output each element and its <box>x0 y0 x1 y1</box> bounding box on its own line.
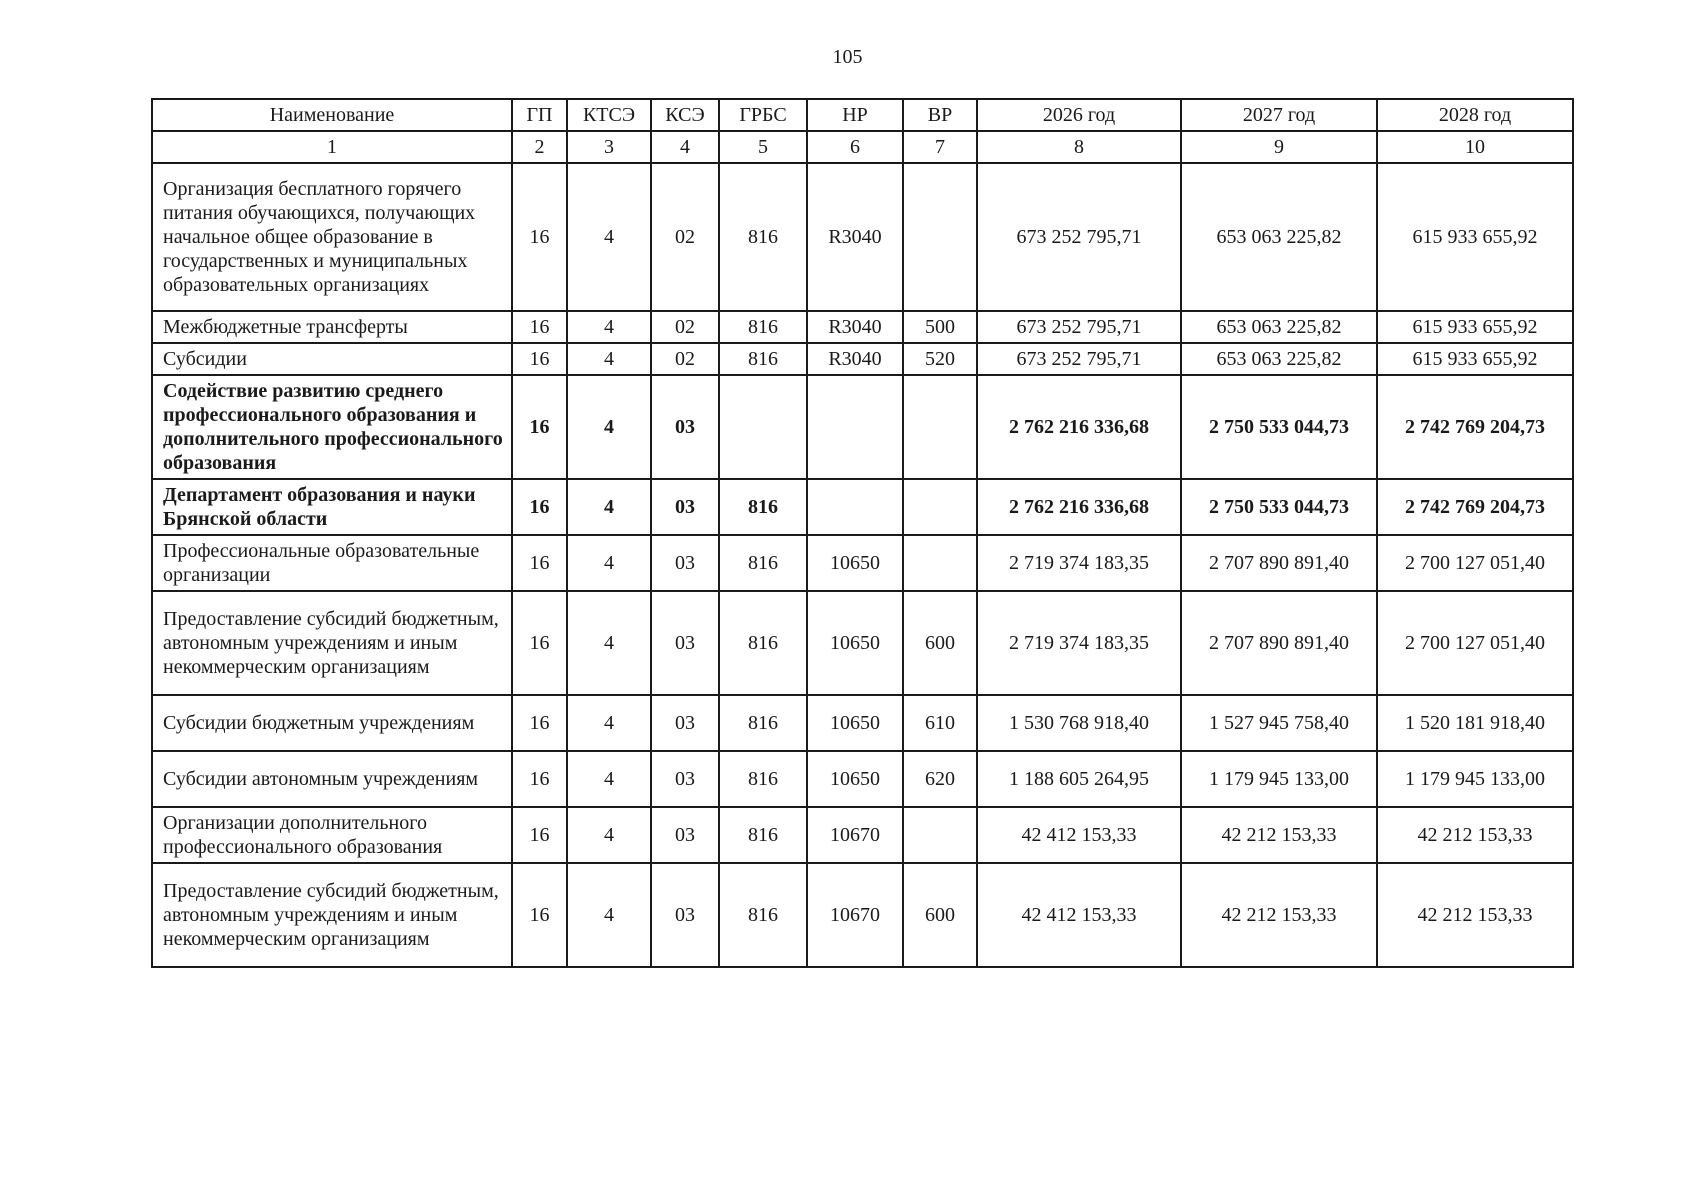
cell-2028: 615 933 655,92 <box>1377 163 1573 311</box>
cell-2027: 653 063 225,82 <box>1181 311 1377 343</box>
cell-2028: 2 742 769 204,73 <box>1377 479 1573 535</box>
cell-grbs: 816 <box>719 535 807 591</box>
cell-gp: 16 <box>512 311 567 343</box>
cell-kse: 03 <box>651 807 719 863</box>
cell-nr <box>807 479 903 535</box>
cell-gp: 16 <box>512 695 567 751</box>
column-header: НР <box>807 99 903 131</box>
cell-ktse: 4 <box>567 807 651 863</box>
cell-vr <box>903 807 977 863</box>
column-header: 2026 год <box>977 99 1181 131</box>
cell-nr: 10650 <box>807 591 903 695</box>
column-header: 2027 год <box>1181 99 1377 131</box>
cell-vr <box>903 535 977 591</box>
cell-kse: 03 <box>651 479 719 535</box>
cell-kse: 02 <box>651 343 719 375</box>
cell-vr <box>903 375 977 479</box>
column-number: 1 <box>152 131 512 163</box>
table-row <box>152 695 1573 751</box>
cell-2027: 42 212 153,33 <box>1181 863 1377 967</box>
cell-2028: 2 700 127 051,40 <box>1377 535 1573 591</box>
cell-2028: 42 212 153,33 <box>1377 807 1573 863</box>
cell-2026: 2 719 374 183,35 <box>977 591 1181 695</box>
cell-grbs: 816 <box>719 591 807 695</box>
column-number-row <box>152 131 1573 163</box>
cell-2028: 1 179 945 133,00 <box>1377 751 1573 807</box>
cell-nr: 10650 <box>807 695 903 751</box>
row-name: Межбюджетные трансферты <box>152 311 512 343</box>
cell-nr: 10670 <box>807 807 903 863</box>
table-row <box>152 343 1573 375</box>
cell-grbs <box>719 375 807 479</box>
cell-vr: 620 <box>903 751 977 807</box>
cell-ktse: 4 <box>567 479 651 535</box>
cell-2026: 2 762 216 336,68 <box>977 479 1181 535</box>
cell-ktse: 4 <box>567 591 651 695</box>
cell-ktse: 4 <box>567 751 651 807</box>
cell-2027: 653 063 225,82 <box>1181 343 1377 375</box>
cell-2028: 42 212 153,33 <box>1377 863 1573 967</box>
column-number: 7 <box>903 131 977 163</box>
cell-gp: 16 <box>512 375 567 479</box>
cell-grbs: 816 <box>719 807 807 863</box>
table-row <box>152 863 1573 967</box>
cell-gp: 16 <box>512 535 567 591</box>
cell-2028: 615 933 655,92 <box>1377 343 1573 375</box>
column-number: 5 <box>719 131 807 163</box>
column-number: 2 <box>512 131 567 163</box>
cell-2026: 2 762 216 336,68 <box>977 375 1181 479</box>
cell-2027: 42 212 153,33 <box>1181 807 1377 863</box>
cell-grbs: 816 <box>719 343 807 375</box>
row-name: Субсидии бюджетным учреждениям <box>152 695 512 751</box>
cell-vr <box>903 479 977 535</box>
cell-gp: 16 <box>512 163 567 311</box>
table-row <box>152 535 1573 591</box>
cell-kse: 02 <box>651 311 719 343</box>
cell-nr: 10650 <box>807 751 903 807</box>
cell-kse: 03 <box>651 863 719 967</box>
cell-kse: 03 <box>651 375 719 479</box>
column-number: 6 <box>807 131 903 163</box>
table-row <box>152 375 1573 479</box>
cell-2027: 2 750 533 044,73 <box>1181 479 1377 535</box>
cell-ktse: 4 <box>567 375 651 479</box>
cell-kse: 03 <box>651 695 719 751</box>
row-name: Департамент образования и науки Брянской области <box>152 479 512 535</box>
row-name: Профессиональные образовательные организации <box>152 535 512 591</box>
cell-grbs: 816 <box>719 311 807 343</box>
cell-vr: 500 <box>903 311 977 343</box>
cell-2026: 42 412 153,33 <box>977 863 1181 967</box>
row-name: Субсидии <box>152 343 512 375</box>
cell-vr: 600 <box>903 591 977 695</box>
column-header: 2028 год <box>1377 99 1573 131</box>
cell-gp: 16 <box>512 591 567 695</box>
column-number: 3 <box>567 131 651 163</box>
cell-vr: 600 <box>903 863 977 967</box>
cell-2027: 653 063 225,82 <box>1181 163 1377 311</box>
cell-gp: 16 <box>512 863 567 967</box>
cell-2026: 2 719 374 183,35 <box>977 535 1181 591</box>
cell-grbs: 816 <box>719 163 807 311</box>
cell-vr: 520 <box>903 343 977 375</box>
cell-2028: 2 700 127 051,40 <box>1377 591 1573 695</box>
table-row <box>152 311 1573 343</box>
column-number: 10 <box>1377 131 1573 163</box>
column-header: ГРБС <box>719 99 807 131</box>
row-name: Субсидии автономным учреждениям <box>152 751 512 807</box>
cell-gp: 16 <box>512 479 567 535</box>
cell-nr: 10670 <box>807 863 903 967</box>
cell-ktse: 4 <box>567 863 651 967</box>
row-name: Предоставление субсидий бюджетным, автономным учреждениям и иным некоммерческим организациям <box>152 863 512 967</box>
cell-ktse: 4 <box>567 311 651 343</box>
row-name: Содействие развитию среднего профессионального образования и дополнительного профессионального образования <box>152 375 512 479</box>
table-row <box>152 807 1573 863</box>
cell-2028: 2 742 769 204,73 <box>1377 375 1573 479</box>
cell-ktse: 4 <box>567 163 651 311</box>
table-row <box>152 163 1573 311</box>
cell-gp: 16 <box>512 751 567 807</box>
cell-2027: 2 707 890 891,40 <box>1181 591 1377 695</box>
column-number: 4 <box>651 131 719 163</box>
column-header: Наименование <box>152 99 512 131</box>
row-name: Организации дополнительного профессионального образования <box>152 807 512 863</box>
table-row <box>152 751 1573 807</box>
cell-kse: 03 <box>651 751 719 807</box>
cell-ktse: 4 <box>567 343 651 375</box>
cell-gp: 16 <box>512 343 567 375</box>
cell-vr: 610 <box>903 695 977 751</box>
page-number: 105 <box>832 46 863 68</box>
cell-2027: 2 750 533 044,73 <box>1181 375 1377 479</box>
header-row <box>152 99 1573 131</box>
budget-table <box>151 98 1574 968</box>
cell-grbs: 816 <box>719 695 807 751</box>
cell-kse: 02 <box>651 163 719 311</box>
cell-nr: R3040 <box>807 343 903 375</box>
cell-ktse: 4 <box>567 535 651 591</box>
cell-kse: 03 <box>651 591 719 695</box>
cell-kse: 03 <box>651 535 719 591</box>
cell-ktse: 4 <box>567 695 651 751</box>
column-header: КСЭ <box>651 99 719 131</box>
cell-2027: 1 527 945 758,40 <box>1181 695 1377 751</box>
column-number: 8 <box>977 131 1181 163</box>
cell-vr <box>903 163 977 311</box>
cell-2028: 1 520 181 918,40 <box>1377 695 1573 751</box>
column-number: 9 <box>1181 131 1377 163</box>
row-name: Организация бесплатного горячего питания обучающихся, получающих начальное общее образование в государственных и муниципальных образовательных организациях <box>152 163 512 311</box>
column-header: ГП <box>512 99 567 131</box>
cell-2026: 673 252 795,71 <box>977 311 1181 343</box>
cell-nr <box>807 375 903 479</box>
cell-2026: 673 252 795,71 <box>977 343 1181 375</box>
column-header: ВР <box>903 99 977 131</box>
cell-gp: 16 <box>512 807 567 863</box>
cell-grbs: 816 <box>719 863 807 967</box>
cell-grbs: 816 <box>719 479 807 535</box>
table-row <box>152 591 1573 695</box>
column-header: КТСЭ <box>567 99 651 131</box>
cell-nr: R3040 <box>807 311 903 343</box>
cell-nr: 10650 <box>807 535 903 591</box>
cell-2027: 1 179 945 133,00 <box>1181 751 1377 807</box>
cell-2026: 1 188 605 264,95 <box>977 751 1181 807</box>
cell-2027: 2 707 890 891,40 <box>1181 535 1377 591</box>
cell-2026: 42 412 153,33 <box>977 807 1181 863</box>
cell-grbs: 816 <box>719 751 807 807</box>
cell-nr: R3040 <box>807 163 903 311</box>
row-name: Предоставление субсидий бюджетным, автономным учреждениям и иным некоммерческим организациям <box>152 591 512 695</box>
cell-2026: 673 252 795,71 <box>977 163 1181 311</box>
cell-2028: 615 933 655,92 <box>1377 311 1573 343</box>
cell-2026: 1 530 768 918,40 <box>977 695 1181 751</box>
table-row <box>152 479 1573 535</box>
